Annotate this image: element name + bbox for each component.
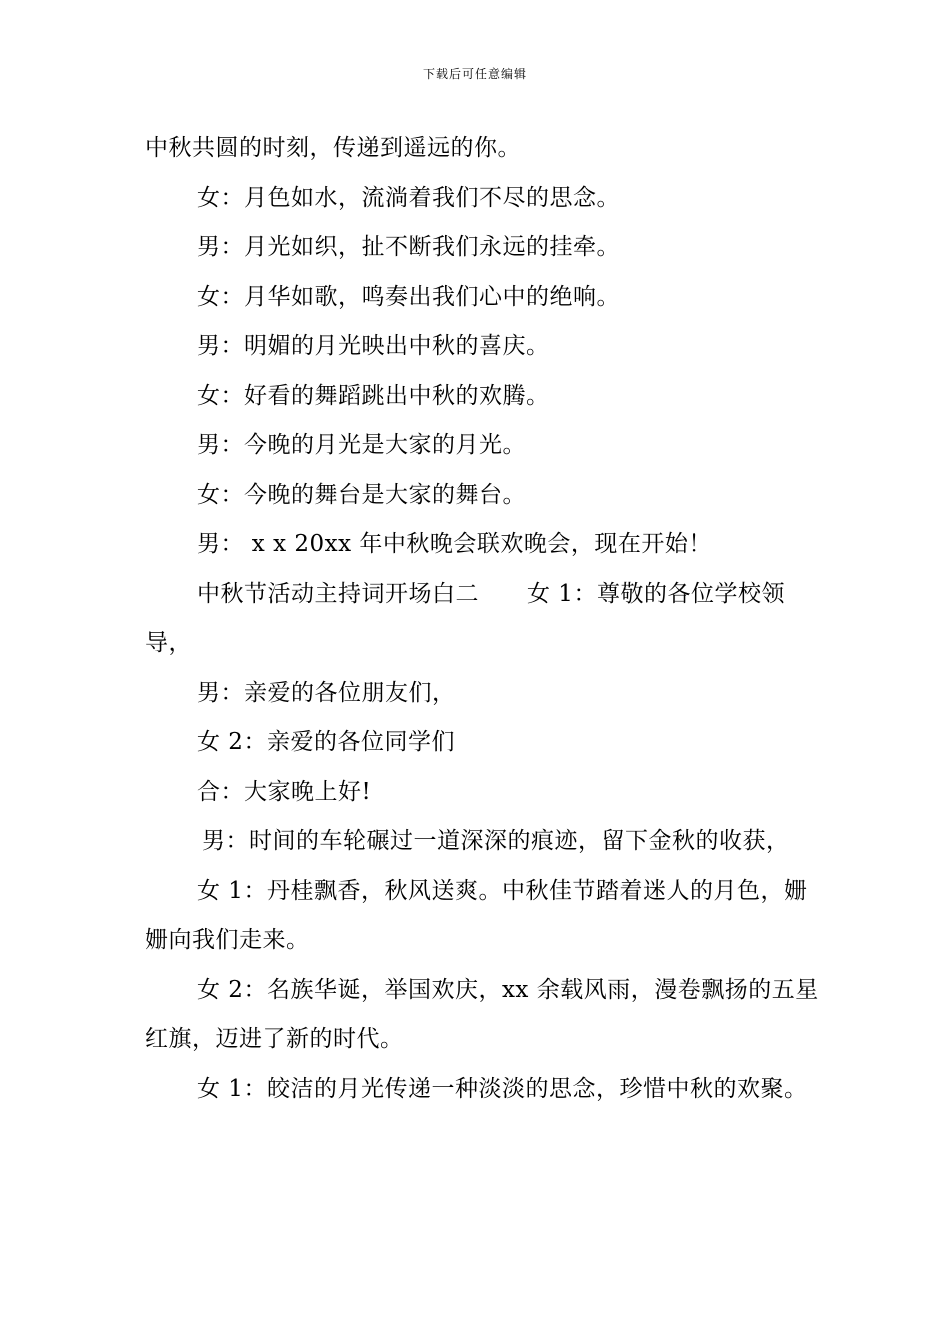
paragraph: 女：今晚的舞台是大家的舞台。: [197, 481, 526, 508]
paragraph: 男：月光如织，扯不断我们永远的挂牵。: [197, 234, 620, 260]
paragraph: 女 1：皎洁的月光传递一种淡淡的思念，珍惜中秋的欢聚。: [197, 1075, 808, 1102]
paragraph: 女：月华如歌，鸣奏出我们心中的绝响。: [197, 283, 620, 310]
paragraph: 男：时间的车轮碾过一道深深的痕迹，留下金秋的收获，: [202, 828, 790, 854]
paragraph: 女：好看的舞蹈跳出中秋的欢腾。: [197, 382, 550, 409]
paragraph: 女：月色如水，流淌着我们不尽的思念。: [197, 184, 620, 211]
page-header: 下载后可任意编辑: [422, 67, 527, 81]
paragraph: 男：亲爱的各位朋友们，: [197, 679, 456, 706]
paragraph: 女 2：亲爱的各位同学们: [197, 729, 455, 755]
paragraph: 中秋共圆的时刻，传递到遥远的你。: [145, 135, 521, 161]
paragraph: 合：大家晚上好!: [197, 778, 372, 805]
paragraph: 男： x x 20xx 年中秋晚会联欢晚会，现在开始！: [197, 531, 712, 557]
paragraph: 男：今晚的月光是大家的月光。: [197, 432, 526, 458]
document-body: [145, 124, 825, 1114]
section-title: 中秋节活动主持词开场白二: [197, 580, 479, 607]
section-title-paragraph: [145, 570, 825, 669]
paragraph-text: 女 1：尊敬的各位学校领导，: [145, 580, 785, 656]
paragraph: 女 2：名族华诞，举国欢庆，xx 余载风雨，漫卷飘扬的五星红旗，迈进了新的时代。: [145, 976, 819, 1052]
paragraph: 男：明媚的月光映出中秋的喜庆。: [197, 333, 550, 359]
paragraph: 女 1：丹桂飘香，秋风送爽。中秋佳节踏着迷人的月色，姗姗向我们走来。: [145, 877, 808, 953]
